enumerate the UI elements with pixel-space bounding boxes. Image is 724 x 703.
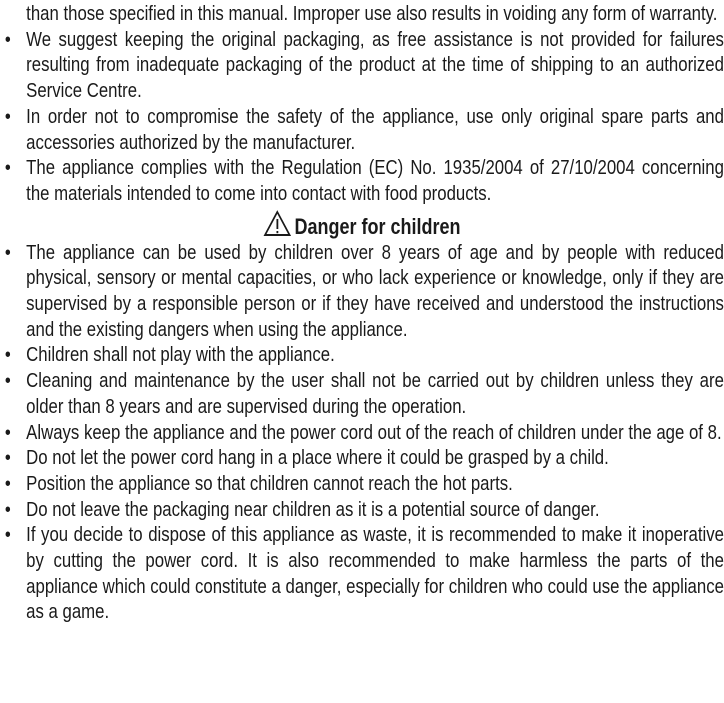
warning-triangle-icon (263, 210, 291, 237)
list-item (0, 522, 724, 625)
list-item-text: The appliance can be used by children over 8 years of age and by people with reduced physical, sensory or mental capacities, or who lack experience or knowledge, only if they are supervised by a responsible person or if they have received and understood the instructions and the existing dangers when using the appliance. (26, 240, 724, 341)
list-item (0, 342, 724, 368)
bullet-icon: • (4, 369, 11, 393)
list-item-text: If you decide to dispose of this appliance as waste, it is recommended to make it inoperative by cutting the power cord. It is also recommended to make harmless the parts of the appliance which could constitute a danger, especially for children who could use the appliance as a game. (26, 523, 724, 624)
bullet-icon: • (4, 343, 11, 367)
bullet-icon: • (4, 240, 11, 264)
list-item-text: The appliance complies with the Regulation (EC) No. 1935/2004 of 27/10/2004 concerning the materials intended to come into contact with food products. (26, 156, 724, 205)
bullet-icon: • (4, 104, 11, 128)
list-item (0, 240, 724, 343)
intro-text: than those specified in this manual. Improper use also results in voiding any form of warranty. (26, 2, 718, 25)
bullet-icon: • (4, 420, 11, 444)
list-item (0, 420, 724, 446)
list-item-text: Cleaning and maintenance by the user shall not be carried out by children unless they are older than 8 years and are supervised during the operation. (26, 369, 724, 418)
safety-list (0, 27, 724, 207)
list-item-text: Always keep the appliance and the power cord out of the reach of children under the age of 8. (26, 420, 722, 444)
list-item (0, 445, 724, 471)
section-heading (0, 210, 724, 240)
bullet-icon: • (4, 27, 11, 51)
list-item-text: Do not let the power cord hang in a place where it could be grasped by a child. (26, 446, 609, 470)
list-item-text: In order not to compromise the safety of the appliance, use only original spare parts and accessories authorized by the manufacturer. (26, 104, 724, 154)
list-item (0, 104, 724, 155)
list-item-text: Children shall not play with the appliance. (26, 343, 335, 367)
list-item (0, 27, 724, 104)
bullet-icon: • (4, 471, 11, 495)
bullet-icon: • (4, 156, 11, 180)
list-item (0, 368, 724, 419)
list-item-text: Position the appliance so that children cannot reach the hot parts. (26, 471, 513, 495)
list-item-text: We suggest keeping the original packaging, as free assistance is not provided for failures resulting from inadequate packaging of the product at the time of shipping to an authorized Service Centre. (26, 27, 724, 103)
children-safety-list (0, 240, 724, 626)
bullet-icon: • (4, 523, 11, 547)
bullet-icon: • (4, 446, 11, 470)
list-item-text: Do not leave the packaging near children as it is a potential source of danger. (26, 497, 600, 521)
list-item (0, 155, 724, 206)
bullet-icon: • (4, 497, 11, 521)
list-item (0, 471, 724, 497)
list-item (0, 497, 724, 523)
heading-text: Danger for children (294, 213, 461, 239)
